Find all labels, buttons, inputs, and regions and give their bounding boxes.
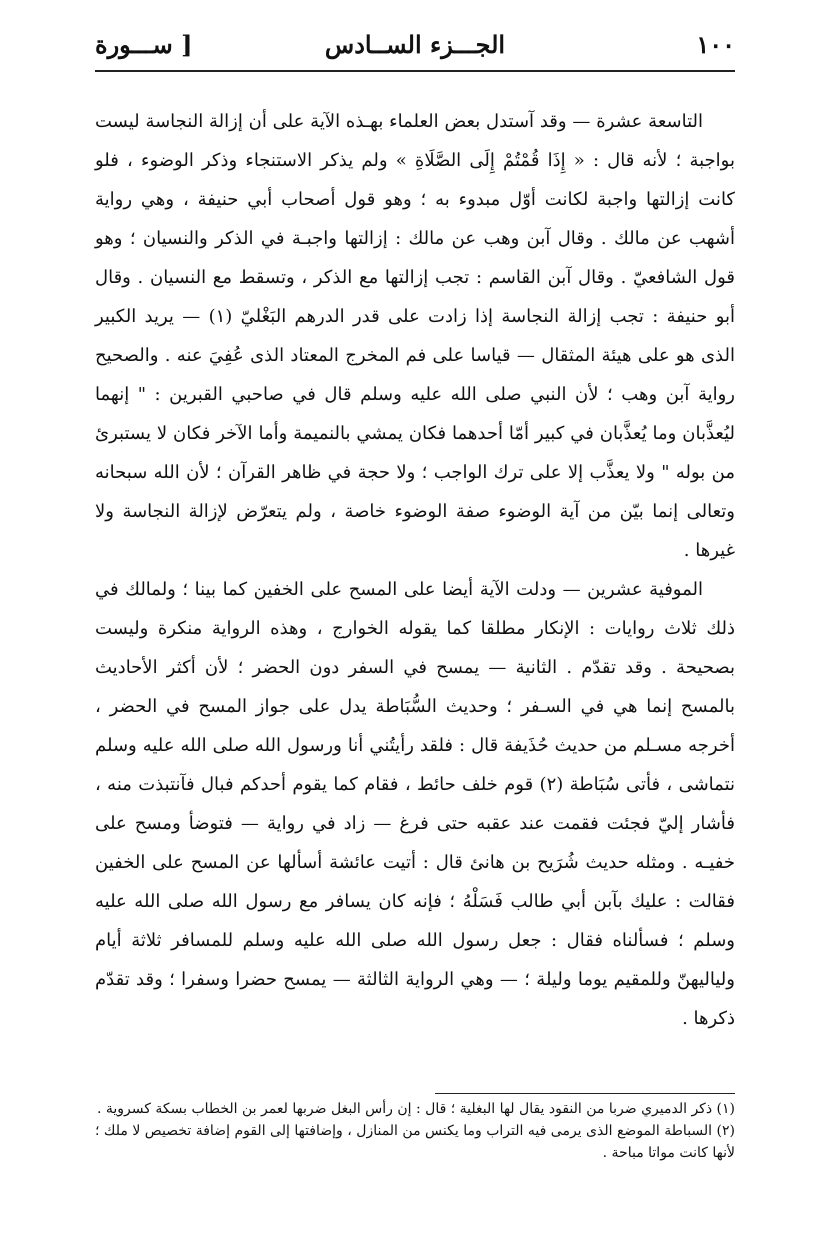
header-rule [95,70,735,72]
footnote-rule [435,1093,735,1094]
main-text [95,102,735,1038]
paragraph-19: التاسعة عشرة — وقد آستدل بعض العلماء بهـذه الآية على أن إزالة النجاسة ليست بواجبة ؛ لأنه قال : « إِذَا قُمْتُمْ إِلَى الصَّلَاةِ » ولم يذكر الاستنجاء وذكر الوضوء ، فلو كانت إزالتها واجبة لكانت أوّل مبدوء به ؛ وهو قول أصحاب أبي حنيفة ، وهي رواية أشهب عن مالك . وقال آبن وهب عن مالك : إزالتها واجبـة في الذكر والنسيان ؛ وهو قول الشافعيّ . وقال آبن القاسم : تجب إزالتها مع الذكر ، وتسقط مع النسيان . وقال أبو حنيفة : تجب إزالة النجاسة إذا زادت على قدر الدرهم البَغْليّ (١) — يريد الكبير الذى هو على هيئة المثقال — قياسا على فم المخرج المعتاد الذى عُفِيَ عنه . والصحيح رواية آبن وهب ؛ لأن النبي صلى الله عليه وسلم قال في صاحبي القبرين : " إنهما ليُعذَّبان وما يُعذَّبان في كبير أمّا أحدهما فكان يمشي بالنميمة وأما الآخر فكان لا يستبرئ من بوله " ولا يعذَّب إلا على ترك الواجب ؛ ولا حجة في ظاهر القرآن ؛ لأن الله سبحانه وتعالى إنما بيّن من آية الوضوء صفة الوضوء خاصة ، ولم يتعرّض لإزالة النجاسة ولا غيرها . [95,111,736,561]
running-title: الجـــزء الســادس [324,30,506,59]
page-header [95,28,735,68]
footnotes [95,1098,735,1164]
footnote-2: (٢) السباطة الموضع الذى يرمى فيه التراب وما يكنس من المنازل ، وإضافتها إلى القوم إضافة تخصيص لا ملك ؛ لأنها كانت مواتا مباحة . [95,1123,735,1161]
footnote-1: (١) ذكر الدميري ضربا من النقود يقال لها البغلية ؛ قال : إن رأس البغل ضربها لعمر بن الخطاب بسكة كسروية . [96,1101,735,1117]
surah-label: [ ســـورة [95,30,193,59]
page-number: ١٠٠ [696,30,735,59]
paragraph-20: الموفية عشرين — ودلت الآية أيضا على المسح على الخفين كما بينا ؛ ولمالك في ذلك ثلاث روايات : الإنكار مطلقا كما يقوله الخوارج ، وهذه الرواية منكرة وليست بصحيحة . وقد تقدّم . الثانية — يمسح في السفر دون الحضر ؛ لأن أكثر الأحاديث بالمسح إنما هي في السـفر ؛ وحديث السُّبَاطة يدل على جواز المسح في الحضر ، أخرجه مسـلم من حديث حُذَيفة قال : فلقد رأيتُني أنا ورسول الله صلى الله عليه وسلم نتماشى ، فأتى سُبَاطة (٢) قوم خلف حائط ، فقام كما يقوم أحدكم فبال فآنتبذت منه ، فأشار إليّ فجئت فقمت عند عقبه حتى فرغ — زاد في رواية — فتوضأ ومسح على خفيـه . ومثله حديث شُرَيح بن هانئ قال : أتيت عائشة أسألها عن المسح على الخفين فقالت : عليك بآبن أبي طالب فَسَلْهُ ؛ فإنه كان يسافر مع رسول الله صلى الله عليه وسلم ؛ فسألناه فقال : جعل رسول الله صلى الله عليه وسلم للمسافر ثلاثة أيام ولياليهنّ وللمقيم يوما وليلة ؛ — وهي الرواية الثالثة — يمسح حضرا وسفرا ؛ وقد تقدّم ذكرها . [95,579,736,1029]
